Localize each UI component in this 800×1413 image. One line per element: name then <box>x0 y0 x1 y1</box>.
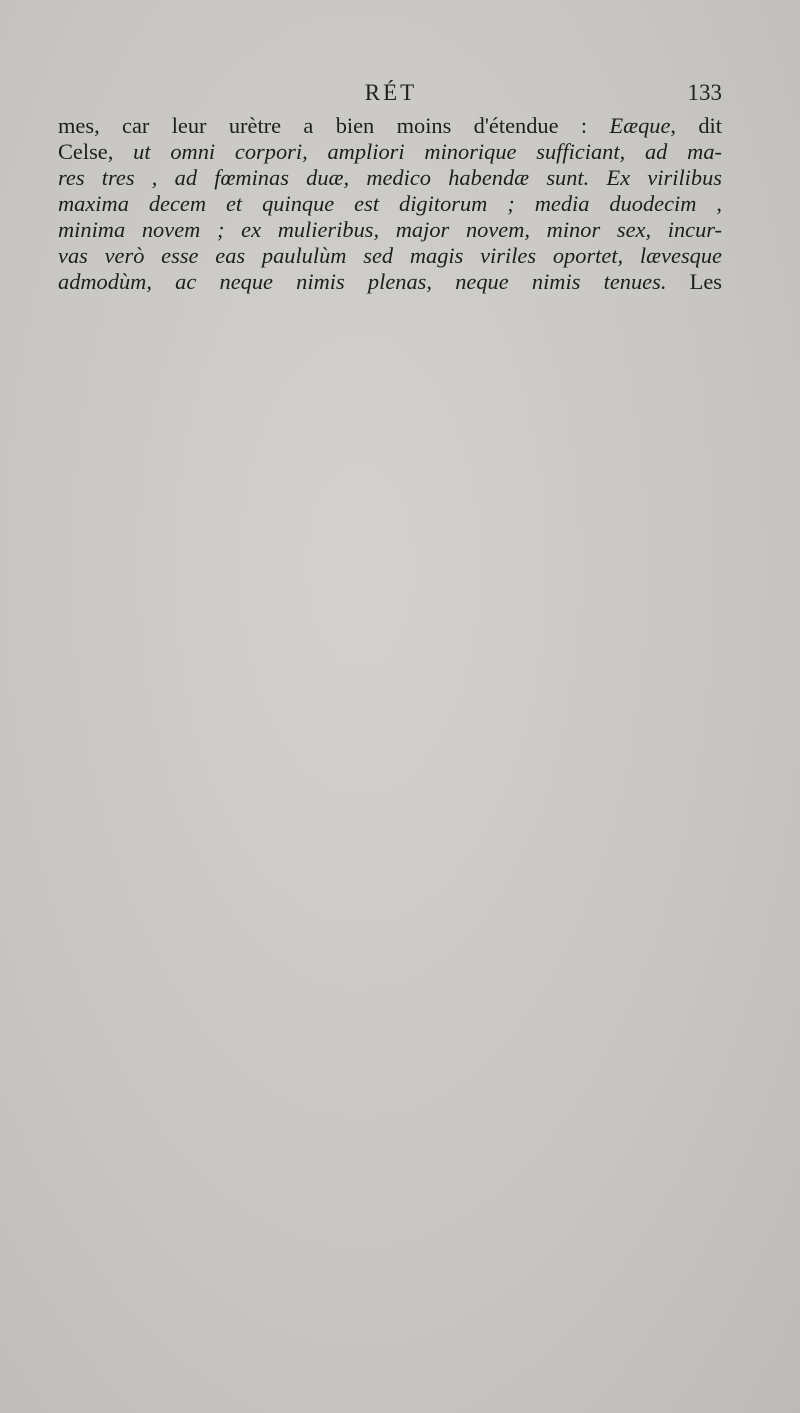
body-text <box>58 113 722 295</box>
page-header <box>60 80 722 112</box>
text-line: mes, car leur urètre a bien moins d'étendue : Eæque, dit <box>58 113 722 138</box>
text-line: minima novem ; ex mulieribus, major novem, minor sex, incur- <box>58 217 722 242</box>
text-line: vas verò esse eas paululùm sed magis viriles oportet, lævesque <box>58 243 722 268</box>
text-line: Celse, ut omni corpori, ampliori minorique sufficiant, ad ma- <box>58 139 722 164</box>
running-head: RÉT <box>364 80 418 105</box>
page-number: 133 <box>687 80 722 105</box>
text-line: res tres , ad fœminas duæ, medico habendæ sunt. Ex virilibus <box>58 165 722 190</box>
text-line: maxima decem et quinque est digitorum ; media duodecim , <box>58 191 722 216</box>
text-line: admodùm, ac neque nimis plenas, neque nimis tenues. Les <box>58 269 722 294</box>
